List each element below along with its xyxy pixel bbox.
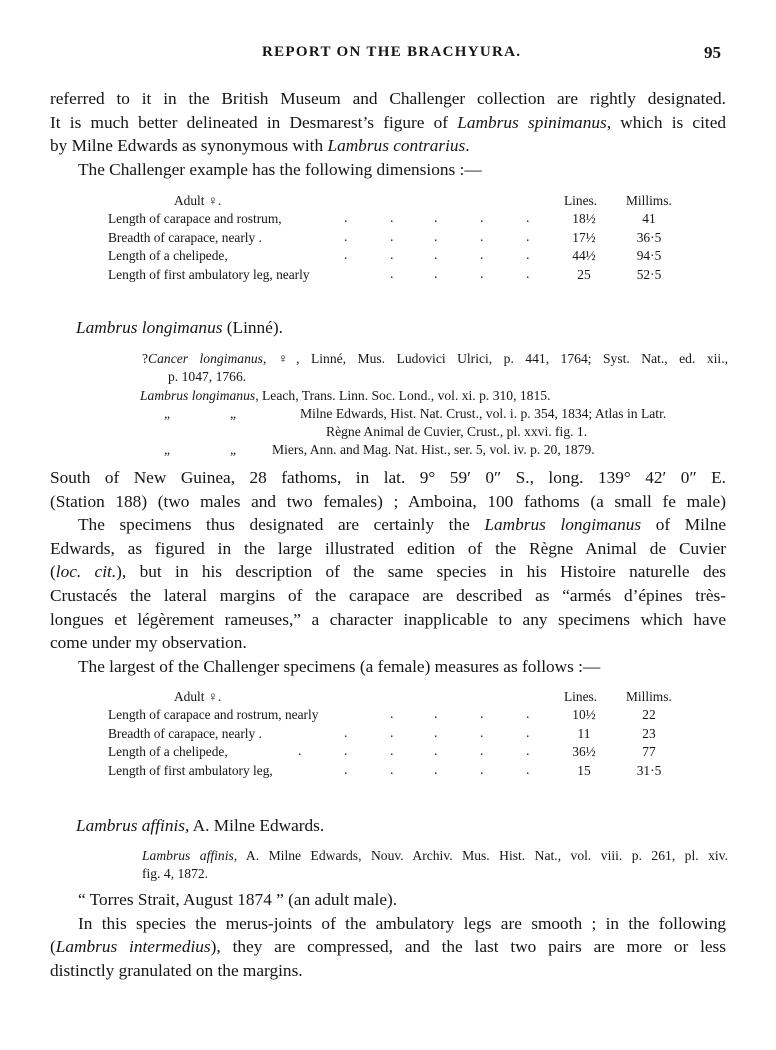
cell-lines: 25 [577,266,591,282]
table-row: Length of carapace and rostrum, nearly . . . . 10½ 22 [108,707,678,725]
intro-paragraph [50,87,726,181]
cell-lines: 17½ [572,229,596,245]
discussion-line-1: The specimens thus designated are certainly the Lambrus longimanus of Milne [78,515,727,535]
row-label: Length of first ambulatory leg, [108,762,273,778]
cell-lines: 44½ [572,248,596,264]
species-heading-affinis: Lambrus affinis, A. Milne Edwards. [76,816,325,835]
synonym-entry-affinis: Lambrus affinis, A. Milne Edwards, Nouv. Archiv. Mus. Hist. Nat., vol. viii. p. 261, pl. xiv. fig. 4, 1872. [142,848,728,882]
discussion-line-5: longues et légèrement rameuses,” a character inapplicable to any specimens which have [50,609,726,629]
running-head: REPORT ON THE BRACHYURA. [262,44,522,60]
synonym-entry-4: Miers, Ann. and Mag. Nat. Hist., ser. 5, vol. iv. p. 20, 1879. [272,442,595,457]
ditto-mark: „ [230,406,237,421]
species-ref-contrarius: Lambrus contrarius [327,136,466,156]
row-label: Length of carapace and rostrum, nearly [108,707,319,723]
row-label: Breadth of carapace, nearly . [108,725,262,741]
locality-line-1: South of New Guinea, 28 fathoms, in lat. 9° 59′ 0″ S., long. 139° 42′ 0″ E. [50,468,726,487]
discussion-line-6: come under my observation. [50,633,247,653]
ditto-mark: „ [164,442,171,457]
row-label: Length of first ambulatory leg, nearly [108,266,310,282]
cell-millims: 36·5 [636,229,662,245]
ditto-mark: „ [164,406,171,421]
table-row: Length of a chelipede, . . . . . . 36½ 77 [108,744,678,762]
cell-lines: 10½ [572,707,596,723]
locality-line-2: (Station 188) (two males and two females) ; Amboina, 100 fathoms (a small fe male) [50,491,726,511]
table-row: Length of carapace and rostrum, . . . . . 18½ 41 [108,211,678,229]
intro-line-1: referred to it in the British Museum and Challenger collection are rightly designated. [50,89,726,108]
page-number: 95 [704,43,721,62]
table-row: Breadth of carapace, nearly . . . . . . 11 23 [108,726,678,744]
discussion-line-4: Crustacés the lateral margins of the carapace are described as “armés d’épines très- [50,585,726,605]
cell-millims: 31·5 [636,762,662,778]
row-label: Breadth of carapace, nearly . [108,229,262,245]
dimensions-intro: The Challenger example has the following dimensions :— [78,159,482,179]
table-header [108,689,678,707]
col-header-millims: Millims. [626,193,672,208]
locality-paragraph-1 [50,466,726,678]
sex-label: Adult ♀. [174,689,222,704]
row-label: Length of a chelipede, [108,744,228,760]
table-row: Length of first ambulatory leg, . . . . . 15 31·5 [108,763,678,781]
measurement-table-2 [108,689,678,781]
row-label: Length of a chelipede, [108,248,228,264]
discussion2-line-1: In this species the merus-joints of the ambulatory legs are smooth ; in the following [78,913,726,933]
cell-millims: 52·5 [636,266,662,282]
cell-millims: 41 [642,211,656,227]
measurement-table-1 [108,193,678,285]
synonym-entry-1: ?Cancer longimanus, ♀, Linné, Mus. Ludovici Ulrici, p. 441, 1764; Syst. Nat., ed. xii., p. 1047, 1766. [142,351,728,385]
cell-millims: 94·5 [636,248,662,264]
cell-millims: 23 [642,725,656,741]
row-label: Length of carapace and rostrum, [108,211,282,227]
intro-line-2: It is much better delineated in Desmarest’s figure of Lambrus spinimanus, which is cited [50,112,727,132]
synonym-entry-2: Lambrus longimanus, Leach, Trans. Linn. Soc. Lond., vol. xi. p. 310, 1815. [140,388,551,403]
cell-lines: 36½ [572,744,596,760]
cell-millims: 22 [642,707,656,723]
discussion-line-3: (loc. cit.), but in his description of the same species in his Histoire naturelle des [50,562,726,582]
cell-millims: 77 [642,744,656,760]
table-header [108,193,678,211]
locality-paragraph-2 [50,888,726,982]
synonym-entry-3: Milne Edwards, Hist. Nat. Crust., vol. i. p. 354, 1834; Atlas in Latr. [300,406,667,421]
col-header-lines: Lines. [564,193,598,208]
intro-line-3: by Milne Edwards as synonymous with Lambrus contrarius. [50,136,470,156]
table-row: Breadth of carapace, nearly . . . . . . 17½ 36·5 [108,230,678,248]
locality-affinis: “ Torres Strait, August 1874 ” (an adult male). [78,890,398,909]
table-row: Length of a chelipede, . . . . . 44½ 94·5 [108,248,678,266]
discussion-line-2: Edwards, as figured in the large illustrated edition of the Règne Animal de Cuvier [50,538,726,558]
cell-lines: 15 [577,762,591,778]
sex-label: Adult ♀. [174,193,222,208]
synonym-entry-3-cont: Règne Animal de Cuvier, Crust., pl. xxvi. fig. 1. [326,424,588,439]
col-header-lines: Lines. [564,689,598,704]
col-header-millims: Millims. [626,689,672,704]
discussion2-line-2: (Lambrus intermedius), they are compressed, and the last two pairs are more or less [50,937,726,957]
species-ref-spinimanus: Lambrus spinimanus [457,112,607,132]
ditto-mark: „ [230,442,237,457]
cell-lines: 11 [577,725,591,741]
largest-intro: The largest of the Challenger specimens (a female) measures as follows :— [78,656,601,676]
discussion2-line-3: distinctly granulated on the margins. [50,960,303,980]
species-heading-longimanus: Lambrus longimanus (Linné). [76,318,283,337]
cell-lines: 18½ [572,211,596,227]
table-row: Length of first ambulatory leg, nearly . . . . 25 52·5 [108,267,678,285]
